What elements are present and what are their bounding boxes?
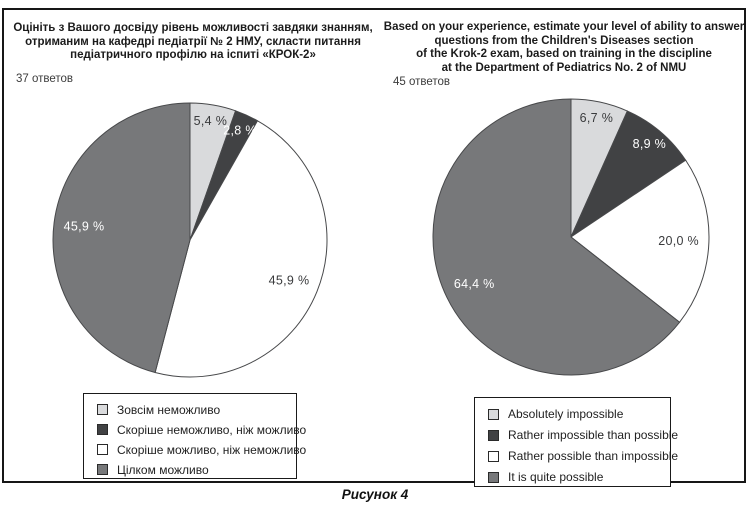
slice-value-label: 45,9 % <box>63 219 105 234</box>
legend-label: Скоріше неможливо, ніж можливо <box>117 422 307 437</box>
slice-value-label: 6,7 % <box>579 111 614 126</box>
pie-left <box>49 98 331 382</box>
chart-title-right <box>382 21 746 75</box>
chart-title-left <box>10 22 376 63</box>
slice-value-label: 5,4 % <box>193 114 228 129</box>
legend-item <box>97 460 290 479</box>
response-count-left: 37 ответов <box>16 73 74 85</box>
legend-item <box>97 420 307 439</box>
legend-item <box>97 400 290 419</box>
legend-label: Rather possible than impossible <box>508 449 679 463</box>
legend-swatch <box>488 472 499 483</box>
legend-label: Цілком можливо <box>117 462 209 477</box>
legend-right <box>474 397 679 487</box>
slice-value-label: 8,9 % <box>632 137 667 152</box>
legend-label: Rather impossible than possible <box>508 428 679 442</box>
legend-swatch <box>97 444 108 455</box>
legend-item <box>488 425 679 445</box>
chart-title-line: questions from the Children's Diseases section <box>434 34 694 47</box>
slice-value-label: 2,8 % <box>223 123 257 138</box>
legend-label: Скоріше можливо, ніж неможливо <box>117 442 307 457</box>
legend-left <box>83 393 307 479</box>
chart-title-line: Based on your experience, estimate your level of ability to answer <box>383 21 745 33</box>
slice-value-label: 20,0 % <box>658 234 699 249</box>
legend-swatch <box>97 464 108 475</box>
legend-item <box>488 446 679 466</box>
slice-value-label: 45,9 % <box>268 273 310 288</box>
legend-swatch <box>488 451 499 462</box>
pie-right <box>430 96 714 380</box>
legend-label: Зовсім неможливо <box>117 402 221 417</box>
legend-item <box>488 467 664 487</box>
legend-label: It is quite possible <box>508 470 604 484</box>
legend-swatch <box>97 424 108 435</box>
figure-caption: Рисунок 4 <box>341 487 409 502</box>
legend-item <box>97 440 307 459</box>
response-count-right: 45 ответов <box>393 76 451 88</box>
slice-value-label: 64,4 % <box>453 277 495 292</box>
chart-title-line: педіатричного профілю на іспиті «КРОК-2» <box>70 49 316 61</box>
legend-label: Absolutely impossible <box>508 407 624 421</box>
figure-border <box>2 8 746 483</box>
chart-title-line: Оцініть з Вашого досвіду рівень можливості завдяки знанням, <box>13 22 373 34</box>
legend-item <box>488 404 664 424</box>
chart-title-line: of the Krok-2 exam, based on training in the discipline <box>416 48 712 60</box>
legend-swatch <box>488 430 499 441</box>
chart-title-line: отриманим на кафедрі педіатрії № 2 НМУ, скласти питання <box>25 35 361 48</box>
chart-title-line: at the Department of Pediatrics No. 2 of NMU <box>441 61 687 74</box>
legend-swatch <box>97 404 108 415</box>
legend-swatch <box>488 409 499 420</box>
